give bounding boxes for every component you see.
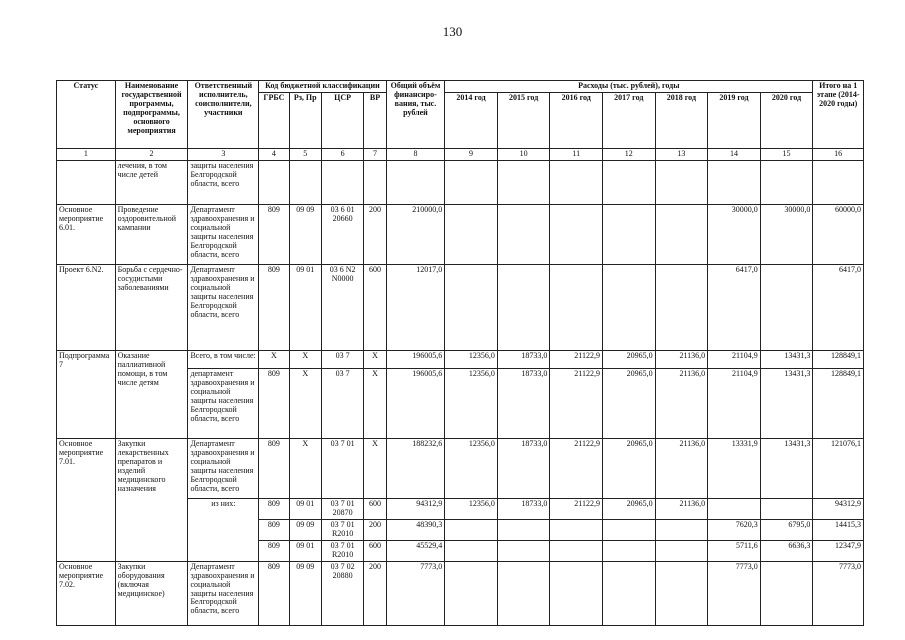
csr-cell: 03 7 02 20880 — [321, 561, 363, 625]
total-cell: 196005,6 — [386, 368, 445, 438]
itogo-cell: 60000,0 — [813, 204, 864, 264]
name-cell: Закупки оборудования (включая медицинское) — [115, 561, 188, 625]
executor-cell: защиты населения Белгородской области, всего — [188, 160, 259, 204]
col-index: 10 — [497, 149, 550, 161]
value-cell: 13431,3 — [760, 438, 813, 498]
budget-table — [56, 80, 864, 626]
grbs-cell: X — [259, 350, 289, 368]
grbs-cell: 809 — [259, 561, 289, 625]
value-cell: 7620,3 — [708, 519, 761, 540]
value-cell: 12356,0 — [445, 498, 498, 519]
rzpr-cell: 09 09 — [289, 204, 321, 264]
grbs-cell: 809 — [259, 540, 289, 561]
vr-cell: 600 — [364, 540, 386, 561]
value-cell: 21122,9 — [550, 350, 603, 368]
col-grbs: ГРБС — [259, 93, 289, 149]
status-cell: Подпрограмма 7 — [57, 350, 116, 438]
value-cell: 6636,3 — [760, 540, 813, 561]
table-row — [57, 264, 864, 350]
csr-cell: 03 7 01 — [321, 438, 363, 498]
vr-cell: 200 — [364, 204, 386, 264]
col-index: 13 — [655, 149, 708, 161]
value-cell: 21104,9 — [708, 350, 761, 368]
itogo-cell: 94312,9 — [813, 498, 864, 519]
col-year: 2019 год — [708, 93, 761, 149]
total-cell: 94312,9 — [386, 498, 445, 519]
vr-cell: 600 — [364, 498, 386, 519]
value-cell: 13431,3 — [760, 368, 813, 438]
csr-cell: 03 7 — [321, 350, 363, 368]
col-name: Наименование государственной программы, подпрограммы, основного мероприятия — [115, 81, 188, 149]
col-index: 8 — [386, 149, 445, 161]
col-index: 2 — [115, 149, 188, 161]
status-cell: Основное мероприятие 6.01. — [57, 204, 116, 264]
rzpr-cell: 09 01 — [289, 540, 321, 561]
value-cell: 13331,9 — [708, 438, 761, 498]
vr-cell: 600 — [364, 264, 386, 350]
col-executor: Ответственный исполнитель, соисполнители, участники — [188, 81, 259, 149]
name-cell: Закупки лекарственных препаратов и изделий медицинского назначения — [115, 438, 188, 561]
total-cell: 188232,6 — [386, 438, 445, 498]
col-csr: ЦСР — [321, 93, 363, 149]
value-cell: 6795,0 — [760, 519, 813, 540]
value-cell: 21104,9 — [708, 368, 761, 438]
grbs-cell: 809 — [259, 368, 289, 438]
total-cell: 7773,0 — [386, 561, 445, 625]
value-cell: 20965,0 — [603, 438, 656, 498]
value-cell: 18733,0 — [497, 498, 550, 519]
col-index: 11 — [550, 149, 603, 161]
col-total-volume: Общий объём финансиро-вания, тыс. рублей — [386, 81, 445, 149]
value-cell: 12356,0 — [445, 368, 498, 438]
col-index: 6 — [321, 149, 363, 161]
value-cell: 12356,0 — [445, 438, 498, 498]
itogo-cell: 14415,3 — [813, 519, 864, 540]
vr-cell: 200 — [364, 561, 386, 625]
col-index: 16 — [813, 149, 864, 161]
total-cell: 48390,3 — [386, 519, 445, 540]
table-row — [57, 204, 864, 264]
col-year: 2017 год — [603, 93, 656, 149]
col-index: 7 — [364, 149, 386, 161]
table-row — [57, 438, 864, 498]
value-cell: 21136,0 — [655, 438, 708, 498]
col-index: 3 — [188, 149, 259, 161]
col-year: 2018 год — [655, 93, 708, 149]
value-cell: 7773,0 — [708, 561, 761, 625]
grbs-cell: 809 — [259, 519, 289, 540]
col-index: 12 — [603, 149, 656, 161]
col-index: 15 — [760, 149, 813, 161]
csr-cell: 03 6 01 20660 — [321, 204, 363, 264]
status-cell: Основное мероприятие 7.02. — [57, 561, 116, 625]
name-cell: Проведение оздоровительной кампании — [115, 204, 188, 264]
value-cell: 20965,0 — [603, 498, 656, 519]
total-cell: 45529,4 — [386, 540, 445, 561]
table-row — [57, 160, 864, 204]
itogo-cell: 128849,1 — [813, 368, 864, 438]
executor-cell: Департамент здравоохранения и социальной защиты населения Белгородской области, всего — [188, 438, 259, 498]
table-row — [57, 561, 864, 625]
csr-cell: 03 7 01 R2010 — [321, 540, 363, 561]
col-year: 2020 год — [760, 93, 813, 149]
vr-cell: X — [364, 368, 386, 438]
csr-cell: 03 7 01 R2010 — [321, 519, 363, 540]
col-vr: ВР — [364, 93, 386, 149]
value-cell: 6417,0 — [708, 264, 761, 350]
value-cell: 21136,0 — [655, 368, 708, 438]
rzpr-cell: 09 01 — [289, 498, 321, 519]
col-index: 4 — [259, 149, 289, 161]
itogo-cell: 121076,1 — [813, 438, 864, 498]
col-itogo: Итого на 1 этапе (2014-2020 годы) — [813, 81, 864, 149]
col-budget-code: Код бюджетной классификации — [259, 81, 386, 93]
executor-cell: Департамент здравоохранения и социальной защиты населения Белгородской области, всего — [188, 561, 259, 625]
status-cell: Проект 6.N2. — [57, 264, 116, 350]
col-expenses: Расходы (тыс. рублей), годы — [445, 81, 813, 93]
executor-cell: Департамент здравоохранения и социальной защиты населения Белгородской области, всего — [188, 264, 259, 350]
grbs-cell: 809 — [259, 204, 289, 264]
total-cell: 210000,0 — [386, 204, 445, 264]
value-cell: 12356,0 — [445, 350, 498, 368]
value-cell: 20965,0 — [603, 368, 656, 438]
rzpr-cell: X — [289, 350, 321, 368]
col-index: 5 — [289, 149, 321, 161]
name-cell: лечения, в том числе детей — [115, 160, 188, 204]
grbs-cell: 809 — [259, 264, 289, 350]
executor-cell: Департамент здравоохранения и социальной защиты населения Белгородской области, всего — [188, 204, 259, 264]
col-index: 9 — [445, 149, 498, 161]
rzpr-cell: X — [289, 438, 321, 498]
col-year: 2014 год — [445, 93, 498, 149]
total-cell: 196005,6 — [386, 350, 445, 368]
value-cell: 21136,0 — [655, 498, 708, 519]
page-number: 130 — [442, 24, 463, 39]
total-cell: 12017,0 — [386, 264, 445, 350]
rzpr-cell: X — [289, 368, 321, 438]
executor-cell: из них: — [188, 498, 259, 561]
vr-cell: X — [364, 438, 386, 498]
col-index: 1 — [57, 149, 116, 161]
value-cell: 21122,9 — [550, 368, 603, 438]
name-cell: Оказание паллиативной помощи, в том числе детям — [115, 350, 188, 438]
column-index-row — [57, 149, 864, 161]
value-cell: 30000,0 — [760, 204, 813, 264]
value-cell: 21122,9 — [550, 438, 603, 498]
csr-cell: 03 7 — [321, 368, 363, 438]
csr-cell: 03 6 N2 N0000 — [321, 264, 363, 350]
vr-cell: X — [364, 350, 386, 368]
itogo-cell: 7773,0 — [813, 561, 864, 625]
executor-cell: Всего, в том числе: — [188, 350, 259, 368]
executor-cell: департамент здравоохранения и социальной защиты населения Белгородской области, всего — [188, 368, 259, 438]
col-index: 14 — [708, 149, 761, 161]
value-cell: 20965,0 — [603, 350, 656, 368]
grbs-cell: 809 — [259, 438, 289, 498]
itogo-cell: 6417,0 — [813, 264, 864, 350]
vr-cell: 200 — [364, 519, 386, 540]
value-cell: 30000,0 — [708, 204, 761, 264]
col-year: 2015 год — [497, 93, 550, 149]
name-cell: Борьба с сердечно-сосудистыми заболеваниями — [115, 264, 188, 350]
table-row — [57, 350, 864, 368]
col-rzpr: Рз, Пр — [289, 93, 321, 149]
itogo-cell: 128849,1 — [813, 350, 864, 368]
value-cell: 21136,0 — [655, 350, 708, 368]
value-cell: 18733,0 — [497, 350, 550, 368]
csr-cell: 03 7 01 20870 — [321, 498, 363, 519]
status-cell — [57, 160, 116, 204]
value-cell: 21122,9 — [550, 498, 603, 519]
col-year: 2016 год — [550, 93, 603, 149]
itogo-cell: 12347,9 — [813, 540, 864, 561]
value-cell: 13431,3 — [760, 350, 813, 368]
rzpr-cell: 09 01 — [289, 264, 321, 350]
value-cell: 18733,0 — [497, 368, 550, 438]
status-cell: Основное мероприятие 7.01. — [57, 438, 116, 561]
value-cell: 18733,0 — [497, 438, 550, 498]
rzpr-cell: 09 09 — [289, 519, 321, 540]
rzpr-cell: 09 09 — [289, 561, 321, 625]
col-status: Статус — [57, 81, 116, 149]
value-cell: 5711,6 — [708, 540, 761, 561]
grbs-cell: 809 — [259, 498, 289, 519]
